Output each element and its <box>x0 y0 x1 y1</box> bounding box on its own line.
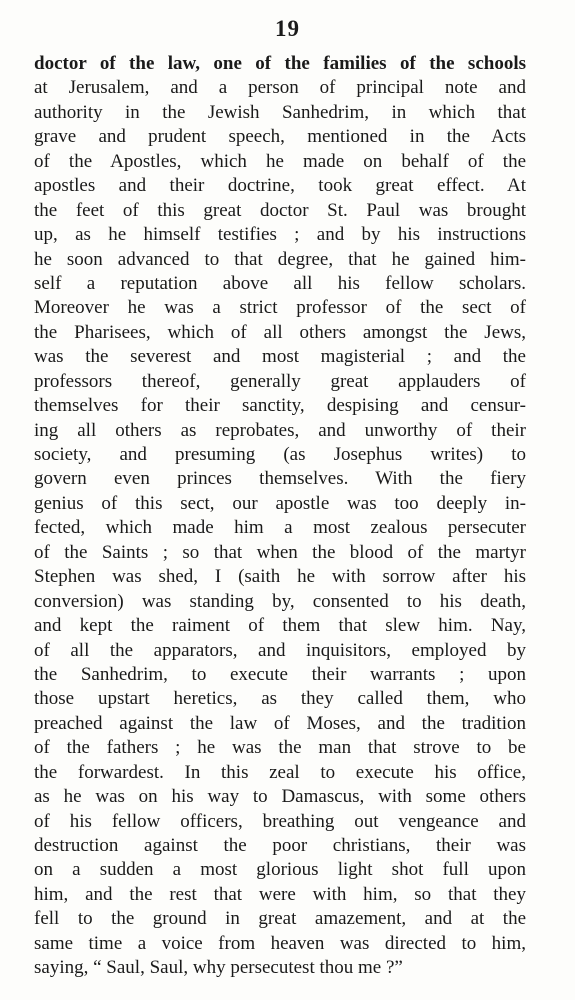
text-line: ing all others as reprobates, and unworthy of their <box>34 419 526 441</box>
text-line: of the Saints ; so that when the blood of the martyr <box>34 541 526 563</box>
text-line: the Pharisees, which of all others amongst the Jews, <box>34 321 526 343</box>
text-line: the forwardest. In this zeal to execute his office, <box>34 761 526 783</box>
text-line: destruction against the poor christians, their was <box>34 835 526 856</box>
text-line: grave and prudent speech, mentioned in the Acts <box>34 126 526 148</box>
text-line: was the severest and most magisterial ; and the <box>34 346 526 368</box>
text-line: same time a voice from heaven was directed to him, <box>34 932 526 954</box>
text-line: those upstart heretics, as they called them, who <box>34 688 526 710</box>
text-line: apostles and their doctrine, took great effect. At <box>34 175 526 197</box>
text-line: of all the apparators, and inquisitors, employed by <box>34 639 526 661</box>
text-line: of the fathers ; he was the man that strove to be <box>34 737 526 759</box>
text-line: the feet of this great doctor St. Paul was brought <box>34 199 526 221</box>
text-line: genius of this sect, our apostle was too deeply in- <box>34 492 526 514</box>
text-line: professors thereof, generally great applauders of <box>34 370 526 392</box>
text-line: fell to the ground in great amazement, and at the <box>34 908 526 930</box>
text-line: self a reputation above all his fellow scholars. <box>34 272 526 294</box>
text-line: at Jerusalem, and a person of principal note and <box>34 77 526 99</box>
text-line: themselves for their sanctity, despising and censur- <box>34 395 526 417</box>
text-line: up, as he himself testifies ; and by his instructions <box>34 224 526 246</box>
text-line: society, and presuming (as Josephus writes) to <box>34 444 526 465</box>
text-line: Stephen was shed, I (saith he with sorrow after his <box>34 566 526 588</box>
text-line: the Sanhedrim, to execute their warrants ; upon <box>34 663 526 685</box>
text-line: he soon advanced to that degree, that he gained him- <box>34 248 526 270</box>
text-line: govern even princes themselves. With the fiery <box>34 468 526 490</box>
text-line: as he was on his way to Damascus, with some others <box>34 786 526 808</box>
page-number: 19 <box>275 16 300 41</box>
text-line: authority in the Jewish Sanhedrim, in which that <box>34 101 526 123</box>
text-line: Moreover he was a strict professor of the sect of <box>34 297 526 319</box>
text-line: of the Apostles, which he made on behalf of the <box>34 150 526 172</box>
text-line: preached against the law of Moses, and the tradition <box>34 712 526 734</box>
body-text <box>34 52 526 981</box>
text-line: fected, which made him a most zealous persecuter <box>34 517 526 539</box>
text-line: of his fellow officers, breathing out vengeance and <box>34 810 526 832</box>
text-line: him, and the rest that were with him, so that they <box>34 883 526 905</box>
text-line: doctor of the law, one of the families of the schools <box>34 53 526 74</box>
text-line: saying, “ Saul, Saul, why persecutest thou me ?” <box>34 957 403 979</box>
text-line: and kept the raiment of them that slew him. Nay, <box>34 615 526 637</box>
text-line: on a sudden a most glorious light shot full upon <box>34 859 526 881</box>
text-line: conversion) was standing by, consented to his death, <box>34 590 526 612</box>
